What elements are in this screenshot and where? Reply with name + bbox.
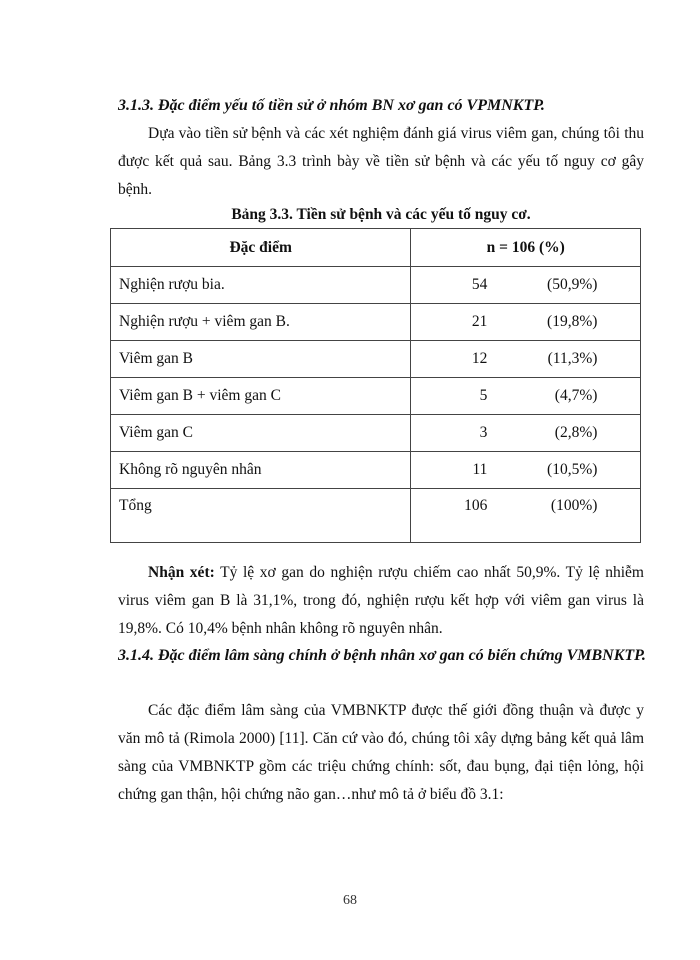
row-percent: (4,7%): [554, 387, 598, 404]
remark-paragraph: [118, 559, 644, 643]
row-percent: (10,5%): [547, 461, 598, 478]
section-heading-3-1-3: 3.1.3. Đặc điểm yếu tố tiền sử ở nhóm BN xơ gan có VPMNKTP.: [118, 97, 545, 114]
row-percent: (19,8%): [547, 313, 598, 330]
clinical-paragraph: [118, 697, 644, 809]
table-row: [111, 415, 641, 452]
row-percent: (2,8%): [554, 424, 598, 441]
table-row: [111, 341, 641, 378]
table-row: [111, 267, 641, 304]
table-row: [111, 304, 641, 341]
remark-text: Tỷ lệ xơ gan do nghiện rượu chiếm cao nhất 50,9%. Tỷ lệ nhiễm virus viêm gan B là 31,1%, trong đó, nghiện rượu kết hợp với viêm gan virus là 19,8%. Có 10,4% bệnh nhân không rõ nguyên nhân.: [118, 564, 644, 637]
row-label: Nghiện rượu bia.: [111, 267, 411, 304]
row-count: 21: [471, 313, 488, 330]
page-number: 68: [343, 893, 357, 908]
history-risk-table: [110, 228, 641, 543]
row-count: 5: [479, 387, 488, 404]
table-header-row: [111, 229, 641, 267]
intro-paragraph-text: Dựa vào tiền sử bệnh và các xét nghiệm đánh giá virus viêm gan, chúng tôi thu được kết quả sau. Bảng 3.3 trình bày về tiền sử bệnh và các yếu tố nguy cơ gây bệnh.: [118, 125, 644, 198]
row-label: Viêm gan B: [111, 341, 411, 378]
row-count: 54: [471, 276, 488, 293]
header-characteristic: Đặc điểm: [111, 229, 411, 267]
row-label: Nghiện rượu + viêm gan B.: [111, 304, 411, 341]
table-row: [111, 452, 641, 489]
table-row-total: [111, 489, 641, 543]
row-label: Viêm gan C: [111, 415, 411, 452]
row-label: Viêm gan B + viêm gan C: [111, 378, 411, 415]
remark-label: Nhận xét:: [148, 564, 215, 581]
row-count: 106: [464, 497, 488, 514]
table-row: [111, 378, 641, 415]
row-count: 12: [471, 350, 488, 367]
section-heading-3-1-4: 3.1.4. Đặc điểm lâm sàng chính ở bệnh nhân xơ gan có biến chứng VMBNKTP.: [118, 647, 646, 664]
row-count: 11: [472, 461, 488, 478]
row-count: 3: [479, 424, 488, 441]
row-label: Không rõ nguyên nhân: [111, 452, 411, 489]
row-percent: (50,9%): [547, 276, 598, 293]
table-caption: Bảng 3.3. Tiền sử bệnh và các yếu tố nguy cơ.: [231, 206, 531, 223]
row-label: Tổng: [111, 489, 411, 543]
row-percent: (11,3%): [547, 350, 598, 367]
intro-paragraph: [118, 120, 644, 204]
clinical-paragraph-text: Các đặc điểm lâm sàng của VMBNKTP được thế giới đồng thuận và được y văn mô tả (Rimola 2000) [11]. Căn cứ vào đó, chúng tôi xây dựng bảng kết quả lâm sàng của VMBNKTP gồm các triệu chứng chính: sốt, đau bụng, đại tiện lỏng, hội chứng gan thận, hội chứng não gan…như mô tả ở biểu đồ 3.1:: [118, 702, 644, 803]
header-count: n = 106 (%): [411, 229, 641, 267]
row-percent: (100%): [550, 497, 598, 514]
